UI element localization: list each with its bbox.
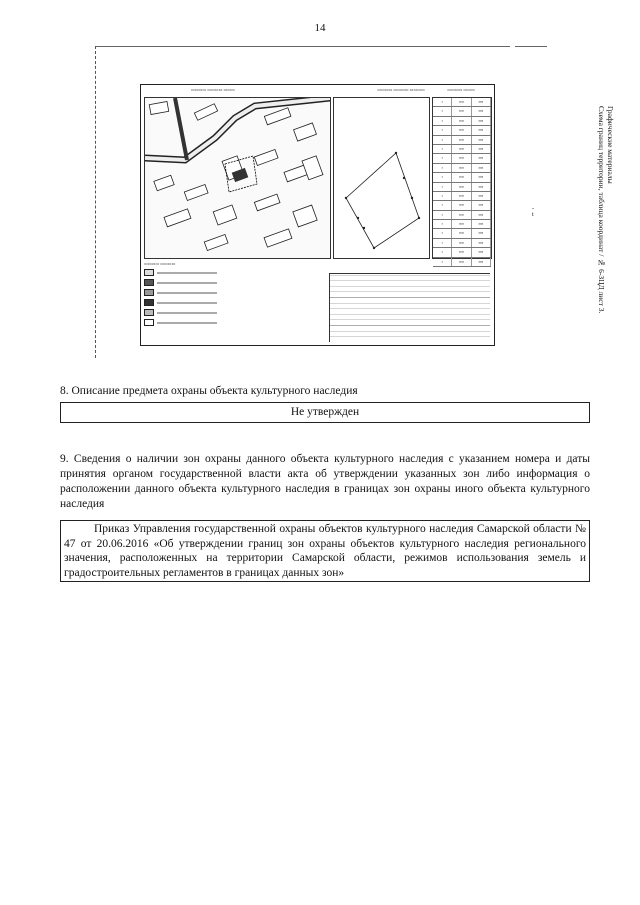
title-block-graphic bbox=[329, 273, 490, 342]
frame-line-topright bbox=[515, 46, 547, 47]
frame-line-left bbox=[95, 46, 96, 358]
side-caption-line-1: Графические материалы bbox=[606, 106, 615, 184]
side-tick-mark: -t bbox=[532, 206, 534, 218]
boundary-scheme-drawing bbox=[334, 98, 429, 258]
frame-line-top bbox=[95, 46, 510, 47]
side-caption-line-2: Схема границ территории, таблица координат / № 6-ЗЦД лист 3. bbox=[597, 106, 606, 314]
section-8-heading: 8. Описание предмета охраны объекта культурного наследия bbox=[60, 385, 358, 397]
map-sheet-figure bbox=[95, 46, 615, 358]
map-title-graphic: ▭▭▭▭ ▭▭▭▭ ▭▭▭ bbox=[191, 87, 235, 92]
page-number: 14 bbox=[314, 22, 326, 34]
section-9-heading: 9. Сведения о наличии зон охраны данного объекта культурного наследия с указанием номера и даты принятия органом государственной власти акта об утверждении указанных зон либо информация о расположении данного объекта культурного наследия в границах зон охраны иного объекта культурного наследия bbox=[60, 453, 590, 510]
boundary-scheme bbox=[333, 97, 430, 259]
map-legend-graphic: ▭▭▭▭ ▭▭▭▭ bbox=[144, 261, 329, 341]
section-9-value-box bbox=[60, 520, 590, 582]
city-plan-drawing bbox=[145, 98, 330, 258]
city-plan-map bbox=[144, 97, 331, 259]
section-9-value: Приказ Управления государственной охраны объектов культурного наследия Самарской области № 47 от 20.06.2016 «Об утверждении границ зон охраны объектов культурного наследия регионального значения, расположенных на территории Самарской области, режимов использования земель и градостроительных регламентов в границах данных зон» bbox=[64, 523, 586, 579]
section-8-value-box bbox=[60, 402, 590, 423]
scheme-title-graphic: ▭▭▭▭ ▭▭▭▭ ▭▭▭▭ bbox=[377, 87, 425, 92]
section-8-value: Не утвержден bbox=[290, 406, 360, 418]
coordinate-table-graphic: ▪ ▪▪▪▪ ▪▪▪▪ ▪ ▪▪▪▪ ▪▪▪▪ ▪ ▪▪▪▪ ▪▪▪▪ ▪ ▪▪▪▪ ▪▪▪▪ ▪ ▪▪▪▪ ▪▪▪▪ ▪ ▪▪▪▪ ▪▪▪▪ ▪ ▪▪▪▪ ▪▪▪▪ ▪ ▪▪▪▪ ▪▪▪▪ ▪ ▪▪▪▪ ▪▪▪▪ ▪ ▪▪▪▪ ▪▪▪▪ ▪ ▪▪▪▪ ▪▪▪▪ ▪ ▪▪▪▪ ▪▪▪▪ ▪ ▪▪▪▪ ▪▪▪▪ ▪ ▪▪▪▪ ▪▪▪▪ ▪ ▪▪▪▪ ▪▪▪▪ ▪ ▪▪▪▪ ▪▪▪▪ ▪ ▪▪▪▪ ▪▪▪▪ ▪ ▪▪▪▪ ▪▪▪▪ bbox=[432, 97, 492, 259]
map-side-caption bbox=[595, 106, 615, 396]
coords-title-graphic: ▭▭▭▭ ▭▭▭ bbox=[447, 87, 475, 92]
map-sheet bbox=[140, 84, 495, 346]
